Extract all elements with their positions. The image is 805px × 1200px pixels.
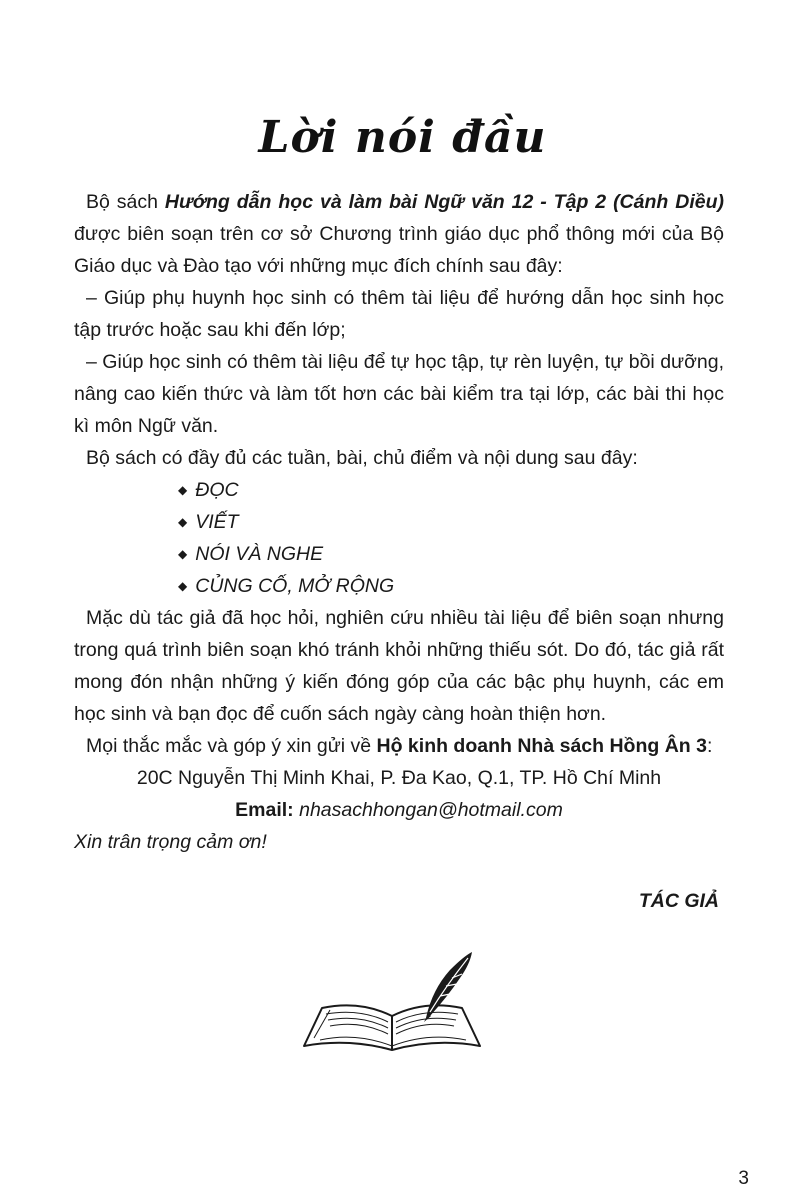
page-title: Lời nói đầu [258, 112, 547, 163]
diamond-bullet-icon: ◆ [178, 579, 188, 593]
address-line: 20C Nguyễn Thị Minh Khai, P. Đa Kao, Q.1, TP. Hồ Chí Minh [136, 767, 662, 789]
email-address: nhasachhongan@hotmail.com [299, 799, 563, 821]
intro-suffix: được biên soạn trên cơ sở Chương trình giáo dục phổ thông mới của Bộ Giáo dục và Đào tạo với những mục đích chính sau đây: [74, 223, 724, 277]
closing-paragraph: Mặc dù tác giả đã học hỏi, nghiên cứu nhiều tài liệu để biên soạn nhưng trong quá trình biên soạn khó tránh khỏi những thiếu sót. Do đó, tác giả rất mong đón nhận những ý kiến đóng góp của các bậc phụ huynh, các em học sinh và bạn đọc để cuốn sách ngày càng hoàn thiện hơn. [74, 607, 724, 725]
book-title: Hướng dẫn học và làm bài Ngữ văn 12 - Tập 2 (Cánh Diều) [164, 191, 724, 213]
purpose-item: – Giúp học sinh có thêm tài liệu để tự học tập, tự rèn luyện, tự bồi dưỡng, nâng cao kiến thức và làm tốt hơn các bài kiểm tra tại lớp, các bài thi học kì môn Ngữ văn. [74, 351, 724, 437]
section-label: VIẾT [195, 511, 239, 533]
section-label: ĐỌC [195, 479, 239, 501]
preface-body [74, 186, 724, 858]
thanks-line: Xin trân trọng cảm ơn! [74, 831, 267, 853]
section-label: NÓI VÀ NGHE [195, 543, 324, 565]
section-label: CỦNG CỐ, MỞ RỘNG [195, 575, 395, 597]
author-signature: TÁC GIẢ [638, 890, 719, 912]
diamond-bullet-icon: ◆ [178, 515, 188, 529]
diamond-bullet-icon: ◆ [178, 547, 188, 561]
email-label: Email: [235, 799, 294, 821]
section-item [178, 474, 724, 506]
contents-intro: Bộ sách có đầy đủ các tuần, bài, chủ điểm và nội dung sau đây: [86, 447, 638, 469]
intro-paragraph [74, 186, 724, 282]
section-list [178, 474, 724, 602]
section-item [178, 506, 724, 538]
diamond-bullet-icon: ◆ [178, 483, 188, 497]
purpose-item: – Giúp phụ huynh học sinh có thêm tài liệu để hướng dẫn học sinh học tập trước hoặc sau khi đến lớp; [74, 287, 724, 341]
intro-prefix: Bộ sách [86, 191, 165, 213]
section-item [178, 538, 724, 570]
business-name: Hộ kinh doanh Nhà sách Hồng Ân 3 [376, 735, 707, 757]
book-quill-icon [300, 950, 486, 1060]
contact-line [74, 730, 724, 762]
contact-suffix: : [706, 735, 713, 757]
section-item [178, 570, 724, 602]
page-number: 3 [738, 1168, 749, 1189]
contact-prefix: Mọi thắc mắc và góp ý xin gửi về [86, 735, 377, 757]
email-line [74, 794, 724, 826]
